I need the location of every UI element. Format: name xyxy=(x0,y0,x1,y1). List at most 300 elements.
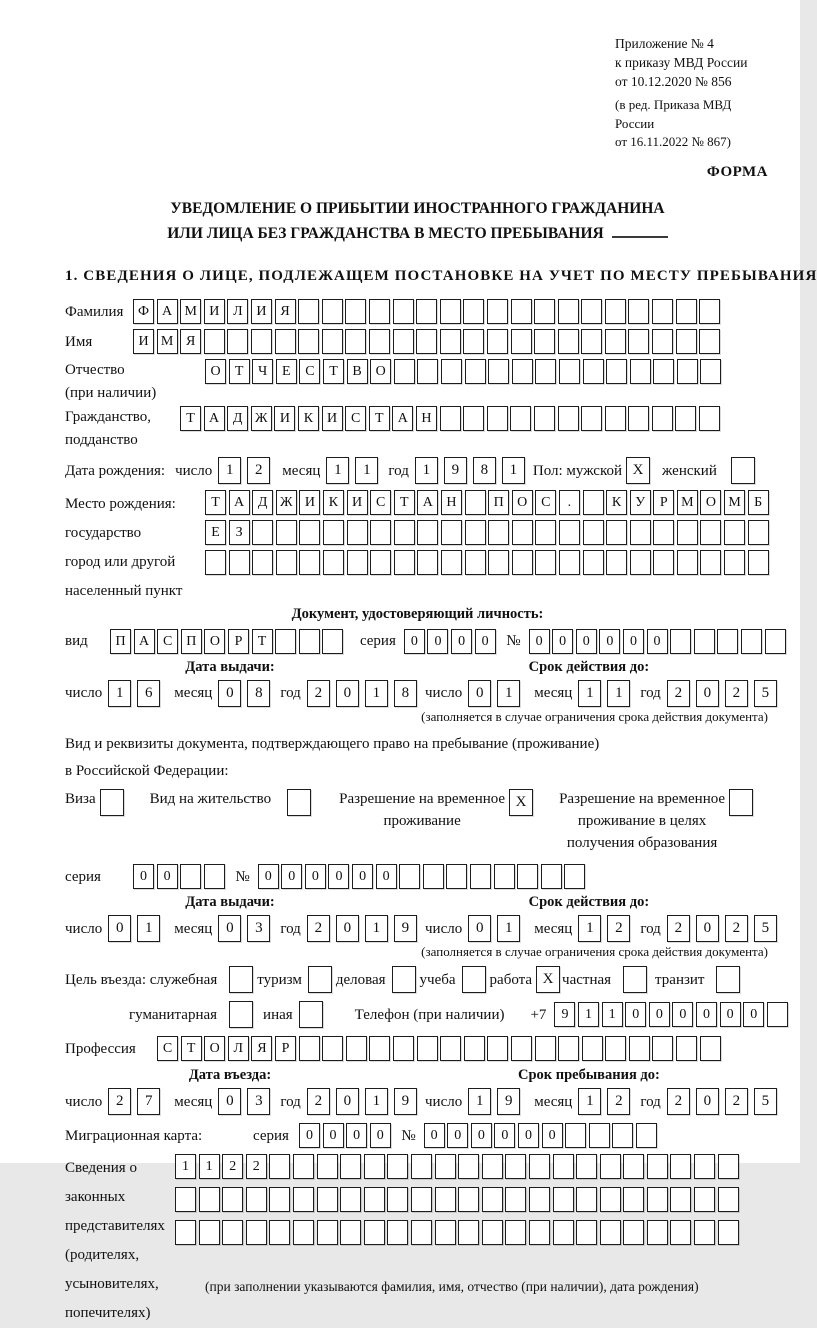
char-cell[interactable] xyxy=(299,520,320,545)
char-cell[interactable] xyxy=(553,1154,574,1179)
char-cell[interactable] xyxy=(529,1187,550,1212)
char-cell[interactable]: 7 xyxy=(137,1088,160,1115)
char-cell[interactable]: 0 xyxy=(108,915,131,942)
char-cell[interactable] xyxy=(364,1154,385,1179)
char-cell[interactable] xyxy=(394,359,415,384)
char-cell[interactable] xyxy=(482,1187,503,1212)
char-cell[interactable]: 0 xyxy=(157,864,178,889)
char-cell[interactable] xyxy=(576,1220,597,1245)
purpose-other-checkbox[interactable] xyxy=(299,1001,323,1028)
char-cell[interactable] xyxy=(440,299,461,324)
char-cell[interactable] xyxy=(765,629,786,654)
char-cell[interactable]: У xyxy=(630,490,651,515)
char-cell[interactable]: 5 xyxy=(754,915,777,942)
char-cell[interactable]: 0 xyxy=(696,1088,719,1115)
char-cell[interactable] xyxy=(582,1036,603,1061)
char-cell[interactable]: 1 xyxy=(365,680,388,707)
char-cell[interactable] xyxy=(583,359,604,384)
purpose-tourism-checkbox[interactable] xyxy=(308,966,332,993)
char-cell[interactable]: 9 xyxy=(497,1088,520,1115)
char-cell[interactable]: Т xyxy=(229,359,250,384)
char-cell[interactable] xyxy=(647,1187,668,1212)
char-cell[interactable] xyxy=(488,550,509,575)
char-cell[interactable] xyxy=(677,550,698,575)
char-cell[interactable] xyxy=(488,520,509,545)
char-cell[interactable] xyxy=(370,520,391,545)
char-cell[interactable] xyxy=(345,299,366,324)
char-cell[interactable]: А xyxy=(229,490,250,515)
char-cell[interactable]: И xyxy=(133,329,154,354)
char-cell[interactable] xyxy=(652,406,673,431)
char-cell[interactable] xyxy=(252,520,273,545)
char-cell[interactable] xyxy=(393,299,414,324)
char-cell[interactable] xyxy=(511,1036,532,1061)
char-cell[interactable] xyxy=(458,1187,479,1212)
char-cell[interactable] xyxy=(606,550,627,575)
char-cell[interactable] xyxy=(441,520,462,545)
char-cell[interactable] xyxy=(670,1154,691,1179)
char-cell[interactable]: Т xyxy=(205,490,226,515)
char-cell[interactable]: 1 xyxy=(137,915,160,942)
char-cell[interactable] xyxy=(487,406,508,431)
char-cell[interactable]: 1 xyxy=(175,1154,196,1179)
char-cell[interactable]: А xyxy=(392,406,413,431)
char-cell[interactable] xyxy=(369,329,390,354)
char-cell[interactable]: Р xyxy=(653,490,674,515)
char-cell[interactable] xyxy=(423,864,444,889)
char-cell[interactable]: 0 xyxy=(471,1123,492,1148)
char-cell[interactable] xyxy=(694,1220,715,1245)
char-cell[interactable]: 0 xyxy=(218,915,241,942)
char-cell[interactable] xyxy=(718,1154,739,1179)
char-cell[interactable]: 2 xyxy=(667,1088,690,1115)
char-cell[interactable]: 2 xyxy=(607,1088,630,1115)
char-cell[interactable]: Я xyxy=(180,329,201,354)
char-cell[interactable]: Н xyxy=(441,490,462,515)
char-cell[interactable] xyxy=(417,1036,438,1061)
char-cell[interactable] xyxy=(205,550,226,575)
char-cell[interactable]: И xyxy=(204,299,225,324)
char-cell[interactable]: 2 xyxy=(307,915,330,942)
char-cell[interactable] xyxy=(222,1220,243,1245)
char-cell[interactable]: 2 xyxy=(222,1154,243,1179)
char-cell[interactable]: 0 xyxy=(649,1002,670,1027)
char-cell[interactable] xyxy=(275,629,296,654)
char-cell[interactable]: 2 xyxy=(725,1088,748,1115)
char-cell[interactable] xyxy=(676,1036,697,1061)
char-cell[interactable]: 0 xyxy=(404,629,425,654)
char-cell[interactable] xyxy=(748,520,769,545)
char-cell[interactable] xyxy=(647,1220,668,1245)
char-cell[interactable] xyxy=(600,1154,621,1179)
char-cell[interactable]: О xyxy=(370,359,391,384)
char-cell[interactable] xyxy=(652,299,673,324)
char-cell[interactable]: К xyxy=(298,406,319,431)
char-cell[interactable] xyxy=(411,1154,432,1179)
char-cell[interactable]: 0 xyxy=(743,1002,764,1027)
char-cell[interactable] xyxy=(553,1187,574,1212)
char-cell[interactable]: 0 xyxy=(599,629,620,654)
char-cell[interactable]: 1 xyxy=(365,915,388,942)
char-cell[interactable] xyxy=(605,406,626,431)
char-cell[interactable]: 2 xyxy=(307,1088,330,1115)
char-cell[interactable] xyxy=(700,550,721,575)
char-cell[interactable] xyxy=(417,359,438,384)
char-cell[interactable] xyxy=(465,550,486,575)
char-cell[interactable] xyxy=(251,329,272,354)
char-cell[interactable]: 0 xyxy=(447,1123,468,1148)
char-cell[interactable] xyxy=(411,1220,432,1245)
char-cell[interactable]: 0 xyxy=(133,864,154,889)
char-cell[interactable]: И xyxy=(299,490,320,515)
char-cell[interactable] xyxy=(535,359,556,384)
char-cell[interactable]: К xyxy=(606,490,627,515)
char-cell[interactable] xyxy=(246,1220,267,1245)
char-cell[interactable]: З xyxy=(229,520,250,545)
char-cell[interactable] xyxy=(559,520,580,545)
char-cell[interactable]: 0 xyxy=(346,1123,367,1148)
char-cell[interactable] xyxy=(488,359,509,384)
char-cell[interactable] xyxy=(565,1123,586,1148)
char-cell[interactable]: 1 xyxy=(218,457,241,484)
char-cell[interactable] xyxy=(440,406,461,431)
char-cell[interactable]: 0 xyxy=(696,915,719,942)
char-cell[interactable] xyxy=(718,1220,739,1245)
char-cell[interactable] xyxy=(417,520,438,545)
char-cell[interactable] xyxy=(276,520,297,545)
char-cell[interactable]: 0 xyxy=(218,1088,241,1115)
char-cell[interactable]: 2 xyxy=(108,1088,131,1115)
char-cell[interactable] xyxy=(670,1220,691,1245)
char-cell[interactable] xyxy=(229,550,250,575)
char-cell[interactable]: Л xyxy=(228,1036,249,1061)
char-cell[interactable]: 1 xyxy=(578,1002,599,1027)
char-cell[interactable]: 1 xyxy=(199,1154,220,1179)
char-cell[interactable] xyxy=(630,520,651,545)
char-cell[interactable]: 1 xyxy=(578,1088,601,1115)
char-cell[interactable] xyxy=(647,1154,668,1179)
female-checkbox[interactable] xyxy=(731,457,755,484)
char-cell[interactable]: 1 xyxy=(108,680,131,707)
char-cell[interactable] xyxy=(441,550,462,575)
char-cell[interactable]: 1 xyxy=(502,457,525,484)
char-cell[interactable] xyxy=(512,520,533,545)
char-cell[interactable] xyxy=(699,406,720,431)
char-cell[interactable] xyxy=(576,1187,597,1212)
char-cell[interactable] xyxy=(694,629,715,654)
char-cell[interactable] xyxy=(724,520,745,545)
char-cell[interactable]: 0 xyxy=(376,864,397,889)
char-cell[interactable]: Л xyxy=(227,299,248,324)
char-cell[interactable]: Т xyxy=(180,406,201,431)
char-cell[interactable] xyxy=(463,299,484,324)
char-cell[interactable] xyxy=(340,1220,361,1245)
char-cell[interactable] xyxy=(441,359,462,384)
char-cell[interactable]: 0 xyxy=(647,629,668,654)
char-cell[interactable]: 0 xyxy=(552,629,573,654)
char-cell[interactable] xyxy=(512,359,533,384)
char-cell[interactable] xyxy=(511,329,532,354)
char-cell[interactable] xyxy=(670,1187,691,1212)
char-cell[interactable]: 1 xyxy=(326,457,349,484)
char-cell[interactable] xyxy=(606,520,627,545)
char-cell[interactable]: 0 xyxy=(218,680,241,707)
char-cell[interactable]: 1 xyxy=(497,680,520,707)
char-cell[interactable]: С xyxy=(157,629,178,654)
visa-checkbox[interactable] xyxy=(100,789,124,816)
char-cell[interactable] xyxy=(606,359,627,384)
char-cell[interactable]: 9 xyxy=(444,457,467,484)
char-cell[interactable]: 0 xyxy=(494,1123,515,1148)
char-cell[interactable]: 0 xyxy=(336,915,359,942)
char-cell[interactable] xyxy=(511,299,532,324)
char-cell[interactable] xyxy=(293,1220,314,1245)
char-cell[interactable] xyxy=(534,406,555,431)
char-cell[interactable]: 0 xyxy=(529,629,550,654)
char-cell[interactable] xyxy=(487,299,508,324)
char-cell[interactable]: 0 xyxy=(424,1123,445,1148)
char-cell[interactable] xyxy=(387,1187,408,1212)
char-cell[interactable] xyxy=(204,329,225,354)
char-cell[interactable]: 0 xyxy=(576,629,597,654)
char-cell[interactable]: П xyxy=(181,629,202,654)
char-cell[interactable] xyxy=(630,359,651,384)
char-cell[interactable]: 0 xyxy=(542,1123,563,1148)
char-cell[interactable] xyxy=(676,329,697,354)
char-cell[interactable] xyxy=(323,520,344,545)
char-cell[interactable] xyxy=(767,1002,788,1027)
char-cell[interactable] xyxy=(653,550,674,575)
char-cell[interactable] xyxy=(387,1220,408,1245)
char-cell[interactable] xyxy=(629,1036,650,1061)
char-cell[interactable] xyxy=(322,329,343,354)
char-cell[interactable]: 0 xyxy=(475,629,496,654)
char-cell[interactable] xyxy=(364,1220,385,1245)
char-cell[interactable] xyxy=(299,550,320,575)
char-cell[interactable] xyxy=(340,1154,361,1179)
char-cell[interactable] xyxy=(482,1220,503,1245)
char-cell[interactable] xyxy=(293,1187,314,1212)
char-cell[interactable] xyxy=(589,1123,610,1148)
char-cell[interactable]: Т xyxy=(369,406,390,431)
char-cell[interactable]: Я xyxy=(251,1036,272,1061)
char-cell[interactable] xyxy=(416,329,437,354)
char-cell[interactable]: И xyxy=(322,406,343,431)
char-cell[interactable]: 1 xyxy=(578,915,601,942)
char-cell[interactable] xyxy=(636,1123,657,1148)
char-cell[interactable] xyxy=(435,1220,456,1245)
char-cell[interactable]: 0 xyxy=(625,1002,646,1027)
char-cell[interactable] xyxy=(741,629,762,654)
char-cell[interactable] xyxy=(553,1220,574,1245)
char-cell[interactable] xyxy=(717,629,738,654)
char-cell[interactable]: И xyxy=(347,490,368,515)
char-cell[interactable] xyxy=(718,1187,739,1212)
char-cell[interactable] xyxy=(605,299,626,324)
purpose-work-checkbox[interactable]: X xyxy=(536,966,560,993)
char-cell[interactable] xyxy=(534,329,555,354)
char-cell[interactable] xyxy=(322,1036,343,1061)
char-cell[interactable] xyxy=(299,629,320,654)
purpose-study-checkbox[interactable] xyxy=(462,966,486,993)
char-cell[interactable]: 0 xyxy=(720,1002,741,1027)
char-cell[interactable]: 1 xyxy=(497,915,520,942)
char-cell[interactable] xyxy=(317,1220,338,1245)
char-cell[interactable]: 9 xyxy=(394,915,417,942)
char-cell[interactable] xyxy=(275,329,296,354)
char-cell[interactable] xyxy=(652,329,673,354)
char-cell[interactable] xyxy=(199,1187,220,1212)
char-cell[interactable]: 1 xyxy=(355,457,378,484)
char-cell[interactable] xyxy=(269,1220,290,1245)
char-cell[interactable] xyxy=(605,329,626,354)
char-cell[interactable]: О xyxy=(205,359,226,384)
char-cell[interactable]: 2 xyxy=(667,915,690,942)
char-cell[interactable]: 0 xyxy=(258,864,279,889)
char-cell[interactable]: 0 xyxy=(451,629,472,654)
purpose-business-checkbox[interactable] xyxy=(392,966,416,993)
char-cell[interactable]: 1 xyxy=(468,1088,491,1115)
char-cell[interactable]: 0 xyxy=(370,1123,391,1148)
char-cell[interactable]: С xyxy=(157,1036,178,1061)
char-cell[interactable] xyxy=(694,1187,715,1212)
char-cell[interactable] xyxy=(440,329,461,354)
char-cell[interactable] xyxy=(298,299,319,324)
char-cell[interactable] xyxy=(364,1187,385,1212)
char-cell[interactable] xyxy=(369,1036,390,1061)
char-cell[interactable]: Ж xyxy=(251,406,272,431)
char-cell[interactable] xyxy=(676,299,697,324)
char-cell[interactable] xyxy=(175,1220,196,1245)
char-cell[interactable]: 8 xyxy=(247,680,270,707)
char-cell[interactable] xyxy=(227,329,248,354)
char-cell[interactable]: . xyxy=(559,490,580,515)
char-cell[interactable] xyxy=(724,550,745,575)
char-cell[interactable]: Д xyxy=(227,406,248,431)
char-cell[interactable] xyxy=(199,1220,220,1245)
char-cell[interactable] xyxy=(699,299,720,324)
char-cell[interactable]: Ф xyxy=(133,299,154,324)
char-cell[interactable]: П xyxy=(110,629,131,654)
char-cell[interactable]: В xyxy=(347,359,368,384)
char-cell[interactable] xyxy=(175,1187,196,1212)
char-cell[interactable] xyxy=(446,864,467,889)
char-cell[interactable]: 8 xyxy=(473,457,496,484)
char-cell[interactable] xyxy=(222,1187,243,1212)
char-cell[interactable] xyxy=(700,359,721,384)
char-cell[interactable] xyxy=(298,329,319,354)
char-cell[interactable] xyxy=(482,1154,503,1179)
char-cell[interactable] xyxy=(653,520,674,545)
purpose-official-checkbox[interactable] xyxy=(229,966,253,993)
char-cell[interactable]: М xyxy=(180,299,201,324)
char-cell[interactable]: И xyxy=(251,299,272,324)
char-cell[interactable] xyxy=(700,520,721,545)
char-cell[interactable] xyxy=(623,1154,644,1179)
char-cell[interactable]: С xyxy=(370,490,391,515)
char-cell[interactable] xyxy=(276,550,297,575)
char-cell[interactable] xyxy=(512,550,533,575)
char-cell[interactable] xyxy=(700,1036,721,1061)
char-cell[interactable]: 2 xyxy=(307,680,330,707)
char-cell[interactable] xyxy=(463,329,484,354)
char-cell[interactable] xyxy=(347,550,368,575)
char-cell[interactable] xyxy=(470,864,491,889)
purpose-private-checkbox[interactable] xyxy=(623,966,647,993)
char-cell[interactable]: Я xyxy=(275,299,296,324)
char-cell[interactable] xyxy=(558,329,579,354)
char-cell[interactable]: Н xyxy=(416,406,437,431)
char-cell[interactable] xyxy=(581,299,602,324)
char-cell[interactable]: Т xyxy=(181,1036,202,1061)
char-cell[interactable] xyxy=(529,1154,550,1179)
char-cell[interactable] xyxy=(369,299,390,324)
char-cell[interactable] xyxy=(252,550,273,575)
char-cell[interactable]: 0 xyxy=(672,1002,693,1027)
char-cell[interactable]: 0 xyxy=(336,1088,359,1115)
char-cell[interactable]: 0 xyxy=(336,680,359,707)
char-cell[interactable]: 0 xyxy=(305,864,326,889)
char-cell[interactable] xyxy=(612,1123,633,1148)
char-cell[interactable]: С xyxy=(345,406,366,431)
char-cell[interactable]: 2 xyxy=(607,915,630,942)
char-cell[interactable] xyxy=(677,359,698,384)
char-cell[interactable] xyxy=(558,299,579,324)
char-cell[interactable]: Ж xyxy=(276,490,297,515)
char-cell[interactable]: Р xyxy=(228,629,249,654)
char-cell[interactable] xyxy=(440,1036,461,1061)
purpose-humanitarian-checkbox[interactable] xyxy=(229,1001,253,1028)
char-cell[interactable] xyxy=(411,1187,432,1212)
char-cell[interactable] xyxy=(628,406,649,431)
char-cell[interactable]: Ч xyxy=(252,359,273,384)
char-cell[interactable]: 0 xyxy=(623,629,644,654)
char-cell[interactable] xyxy=(417,550,438,575)
char-cell[interactable] xyxy=(535,520,556,545)
char-cell[interactable]: 1 xyxy=(365,1088,388,1115)
char-cell[interactable]: А xyxy=(204,406,225,431)
char-cell[interactable]: Т xyxy=(252,629,273,654)
char-cell[interactable] xyxy=(246,1187,267,1212)
char-cell[interactable] xyxy=(535,1036,556,1061)
char-cell[interactable]: А xyxy=(417,490,438,515)
char-cell[interactable]: 0 xyxy=(328,864,349,889)
char-cell[interactable] xyxy=(416,299,437,324)
char-cell[interactable] xyxy=(670,629,691,654)
char-cell[interactable]: 5 xyxy=(754,1088,777,1115)
char-cell[interactable]: О xyxy=(204,629,225,654)
char-cell[interactable] xyxy=(677,520,698,545)
char-cell[interactable]: Т xyxy=(323,359,344,384)
char-cell[interactable]: Е xyxy=(205,520,226,545)
char-cell[interactable] xyxy=(581,329,602,354)
char-cell[interactable] xyxy=(529,1220,550,1245)
char-cell[interactable]: С xyxy=(535,490,556,515)
char-cell[interactable] xyxy=(600,1220,621,1245)
char-cell[interactable] xyxy=(487,1036,508,1061)
char-cell[interactable]: Т xyxy=(394,490,415,515)
char-cell[interactable] xyxy=(435,1154,456,1179)
char-cell[interactable] xyxy=(694,1154,715,1179)
char-cell[interactable]: 2 xyxy=(246,1154,267,1179)
char-cell[interactable]: 1 xyxy=(415,457,438,484)
char-cell[interactable] xyxy=(346,1036,367,1061)
char-cell[interactable]: 8 xyxy=(394,680,417,707)
char-cell[interactable] xyxy=(600,1187,621,1212)
char-cell[interactable]: О xyxy=(204,1036,225,1061)
char-cell[interactable] xyxy=(494,864,515,889)
char-cell[interactable]: К xyxy=(323,490,344,515)
